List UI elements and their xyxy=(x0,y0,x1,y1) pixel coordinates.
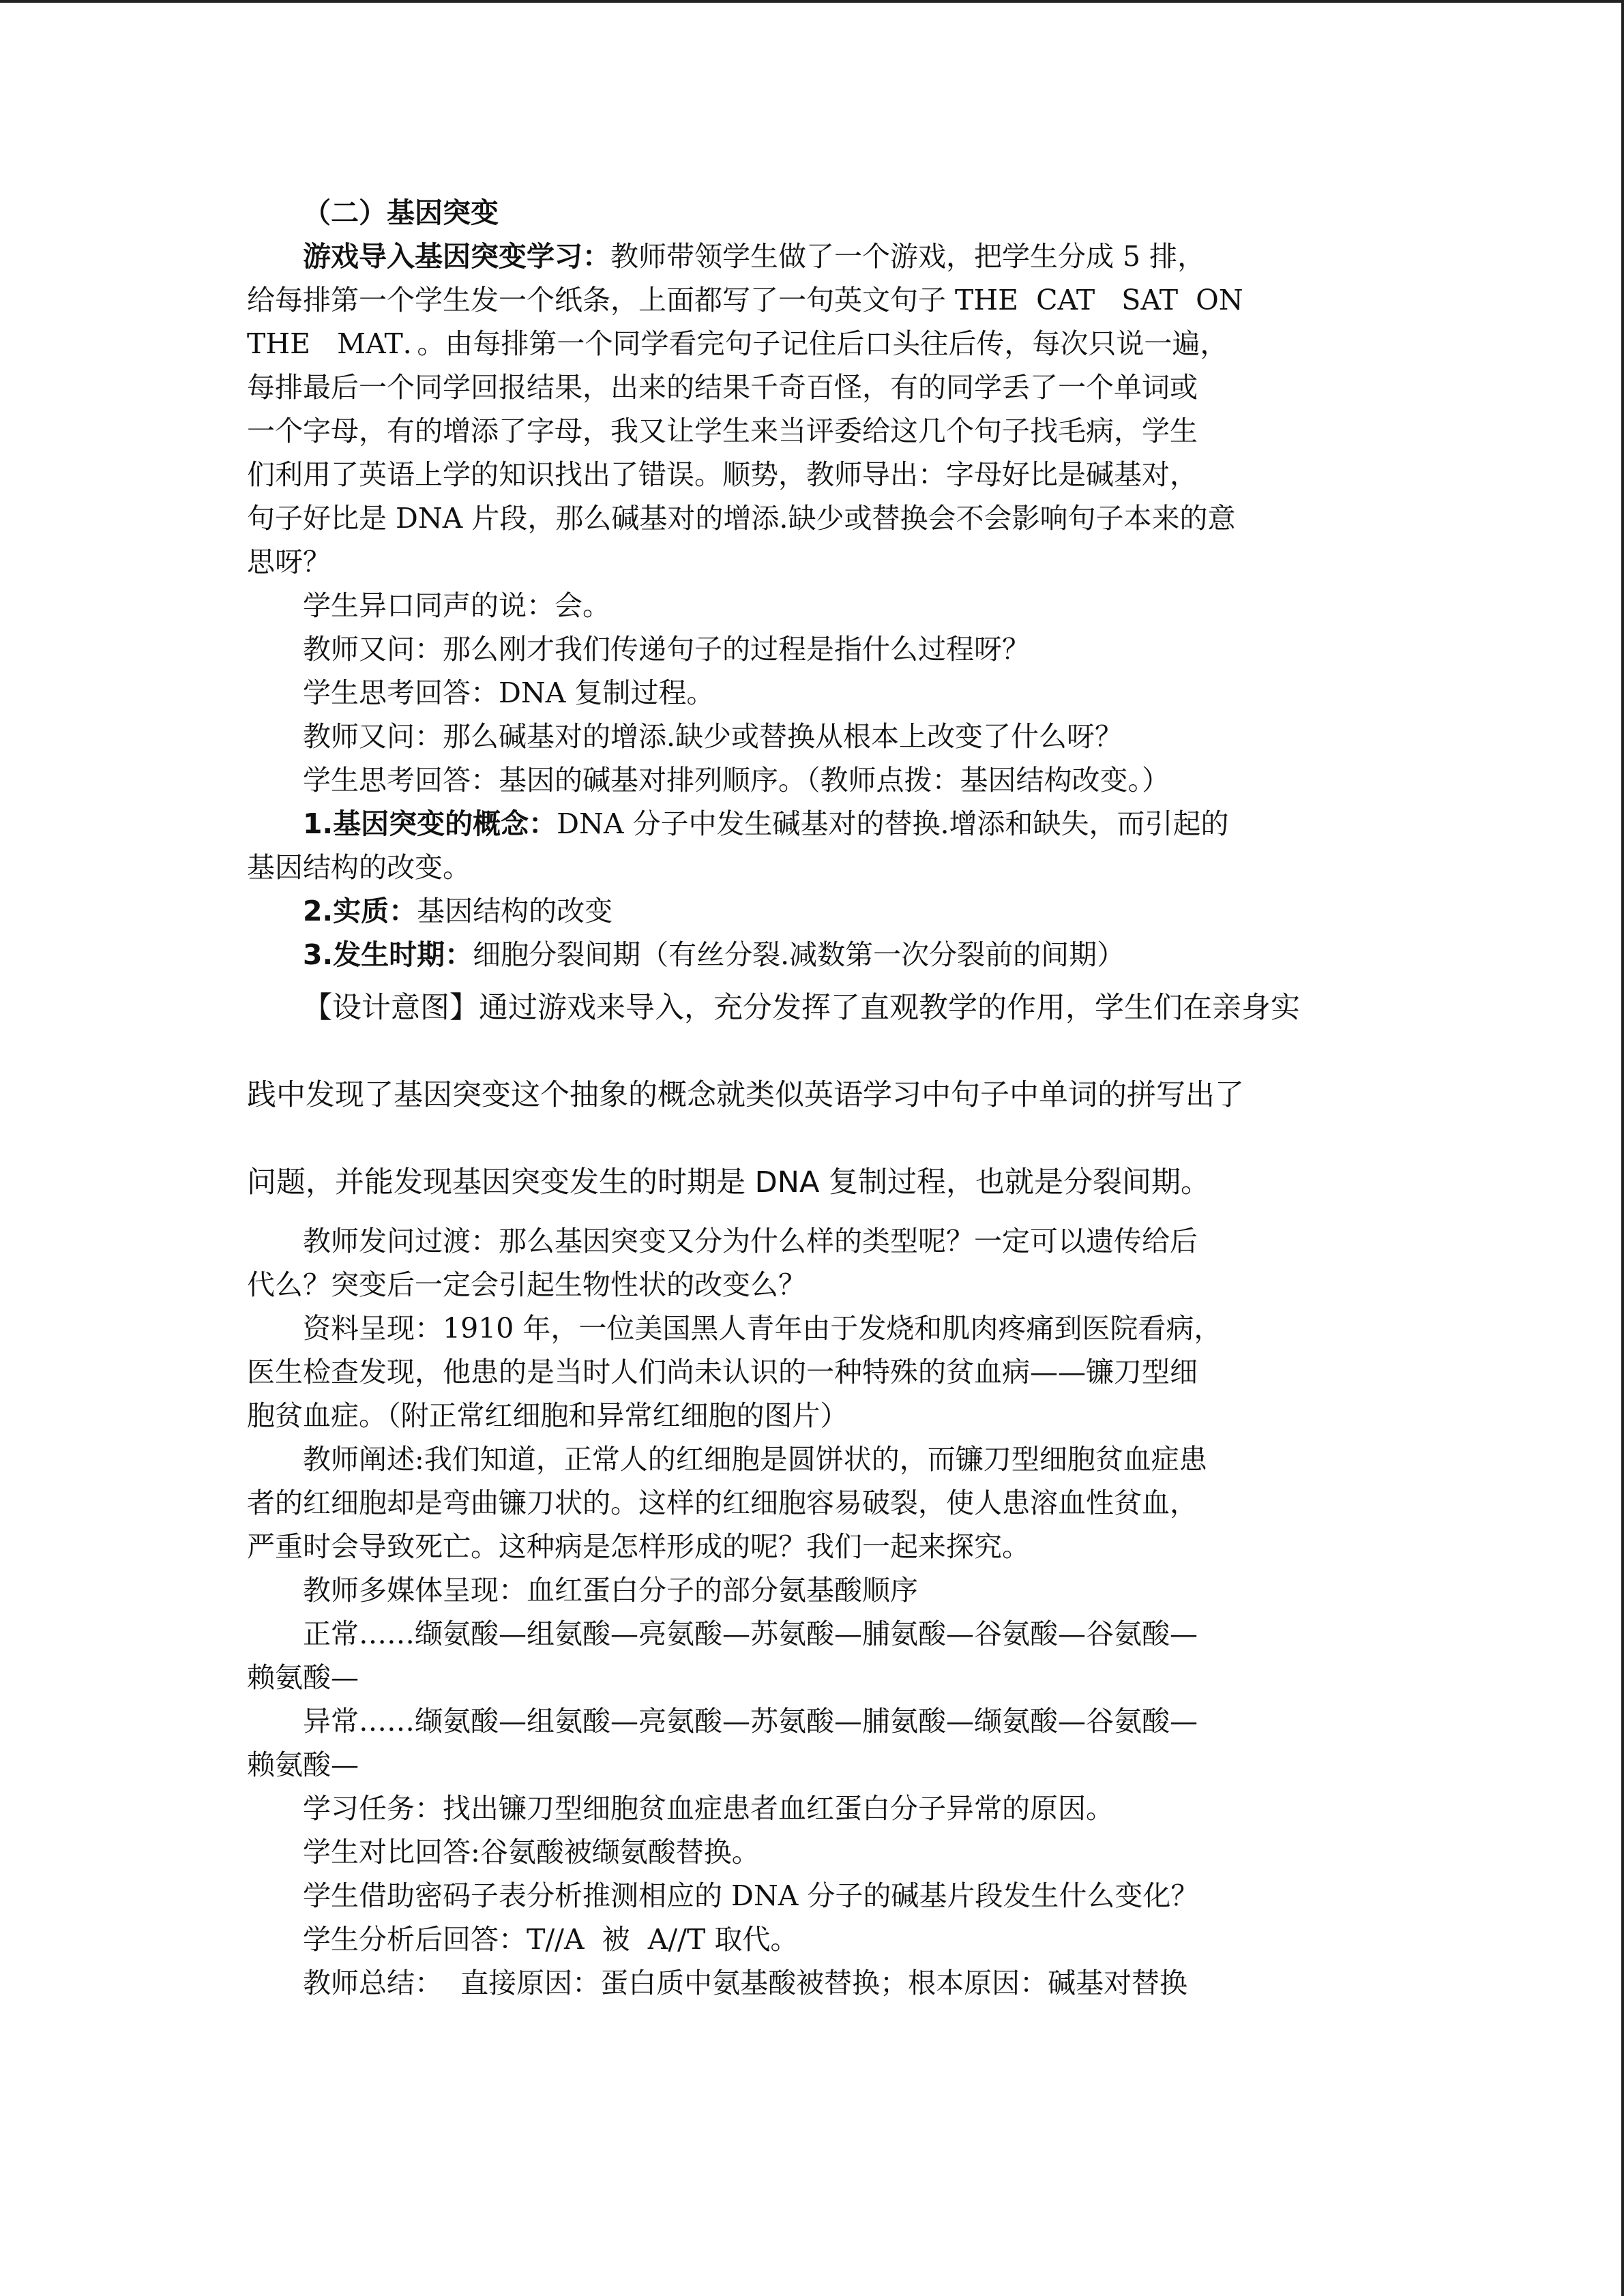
body-line: 医生检查发现，他患的是当时人们尚未认识的一种特殊的贫血病——镰刀型细 xyxy=(247,1356,1198,1388)
intro-line-8: 思呀？ xyxy=(247,546,331,578)
intro-line-5: 一个字母，有的增添了字母，我又让学生来当评委给这几个句子找毛病，学生 xyxy=(247,415,1198,447)
body-line: 者的红细胞却是弯曲镰刀状的。这样的红细胞容易破裂，使人患溶血性贫血， xyxy=(247,1487,1198,1519)
intro-line-6: 们利用了英语上学的知识找出了错误。顺势，教师导出：字母好比是碱基对， xyxy=(247,458,1198,491)
dialogue-line: 学生思考回答：基因的碱基对排列顺序。（教师点拨：基因结构改变。） xyxy=(303,764,1170,796)
intro-line-7: 句子好比是 DNA 片段，那么碱基对的增添.缺少或替换会不会影响句子本来的意 xyxy=(247,502,1236,535)
body-line: 教师发问过渡：那么基因突变又分为什么样的类型呢？一定可以遗传给后 xyxy=(303,1225,1198,1257)
concept-1-label: 1.基因突变的概念： xyxy=(303,807,557,840)
intro-line-1-text: 教师带领学生做了一个游戏，把学生分成 5 排， xyxy=(610,240,1206,273)
concept-1 xyxy=(247,802,1379,846)
body-line: 学生分析后回答：T//A 被 A//T 取代。 xyxy=(303,1923,799,1956)
document-body xyxy=(247,191,1379,2005)
lesson-body-lines xyxy=(247,1219,1379,2005)
concept-2-text: 基因结构的改变 xyxy=(417,895,613,927)
concept-2-label: 2.实质： xyxy=(303,895,417,927)
dialogue-line: 教师又问：那么碱基对的增添.缺少或替换从根本上改变了什么呀？ xyxy=(303,720,1123,753)
body-line: 资料呈现：1910 年，一位美国黑人青年由于发烧和肌肉疼痛到医院看病， xyxy=(303,1312,1222,1345)
body-line: 学生对比回答:谷氨酸被缬氨酸替换。 xyxy=(303,1836,760,1868)
page-top-border xyxy=(0,0,1624,3)
design-intent-line-3: 问题，并能发现基因突变发生的时期是 DNA 复制过程，也就是分裂间期。 xyxy=(247,1165,1211,1199)
intro-paragraph-line-1 xyxy=(247,235,1379,278)
dialogue-line: 学生思考回答：DNA 复制过程。 xyxy=(303,676,715,709)
dialogue-line: 教师又问：那么刚才我们传递句子的过程是指什么过程呀？ xyxy=(303,633,1030,666)
body-line: 教师阐述:我们知道，正常人的红细胞是圆饼状的，而镰刀型细胞贫血症患 xyxy=(303,1443,1207,1476)
page-right-border xyxy=(1621,0,1624,2296)
design-intent-line-1: 【设计意图】通过游戏来导入，充分发挥了直观教学的作用，学生们在亲身实 xyxy=(303,991,1300,1025)
body-line: 学习任务：找出镰刀型细胞贫血症患者血红蛋白分子异常的原因。 xyxy=(303,1792,1114,1825)
design-intent-block xyxy=(247,986,1379,1204)
design-intent-line-2: 践中发现了基因突变这个抽象的概念就类似英语学习中句子中单词的拼写出了 xyxy=(247,1078,1244,1112)
intro-line-3: THE MAT．。由每排第一个同学看完句子记住后口头往后传，每次只说一遍， xyxy=(247,327,1228,360)
body-line: 赖氨酸— xyxy=(247,1748,359,1781)
body-line: 教师总结： 直接原因：蛋白质中氨基酸被替换；根本原因：碱基对替换 xyxy=(303,1967,1188,1999)
concept-1-continuation: 基因结构的改变。 xyxy=(247,851,471,884)
concept-1-text: DNA 分子中发生碱基对的替换.增添和缺失，而引起的 xyxy=(557,807,1229,840)
concept-3-text: 细胞分裂间期（有丝分裂.减数第一次分裂前的间期） xyxy=(473,938,1125,971)
body-line: 异常……缬氨酸—组氨酸—亮氨酸—苏氨酸—脯氨酸—缬氨酸—谷氨酸— xyxy=(303,1705,1198,1738)
concept-3-label: 3.发生时期： xyxy=(303,938,473,971)
body-line: 赖氨酸— xyxy=(247,1661,359,1694)
body-line: 胞贫血症。（附正常红细胞和异常红细胞的图片） xyxy=(247,1399,848,1432)
section-heading: （二）基因突变 xyxy=(303,196,499,229)
body-line: 代么？突变后一定会引起生物性状的改变么？ xyxy=(247,1268,806,1301)
intro-line-2: 给每排第一个学生发一个纸条，上面都写了一句英文句子 THE CAT SAT ON xyxy=(247,284,1243,316)
body-line: 正常……缬氨酸—组氨酸—亮氨酸—苏氨酸—脯氨酸—谷氨酸—谷氨酸— xyxy=(303,1617,1198,1650)
intro-line-4: 每排最后一个同学回报结果，出来的结果千奇百怪，有的同学丢了一个单词或 xyxy=(247,371,1198,404)
body-line: 教师多媒体呈现：血红蛋白分子的部分氨基酸顺序 xyxy=(303,1574,918,1607)
concept-2 xyxy=(247,889,1379,933)
body-line: 学生借助密码子表分析推测相应的 DNA 分子的碱基片段发生什么变化？ xyxy=(303,1879,1199,1912)
concept-3 xyxy=(247,933,1379,976)
intro-lead: 游戏导入基因突变学习： xyxy=(303,240,610,273)
dialogue-line: 学生异口同声的说：会。 xyxy=(303,589,610,622)
body-line: 严重时会导致死亡。这种病是怎样形成的呢？我们一起来探究。 xyxy=(247,1530,1030,1563)
